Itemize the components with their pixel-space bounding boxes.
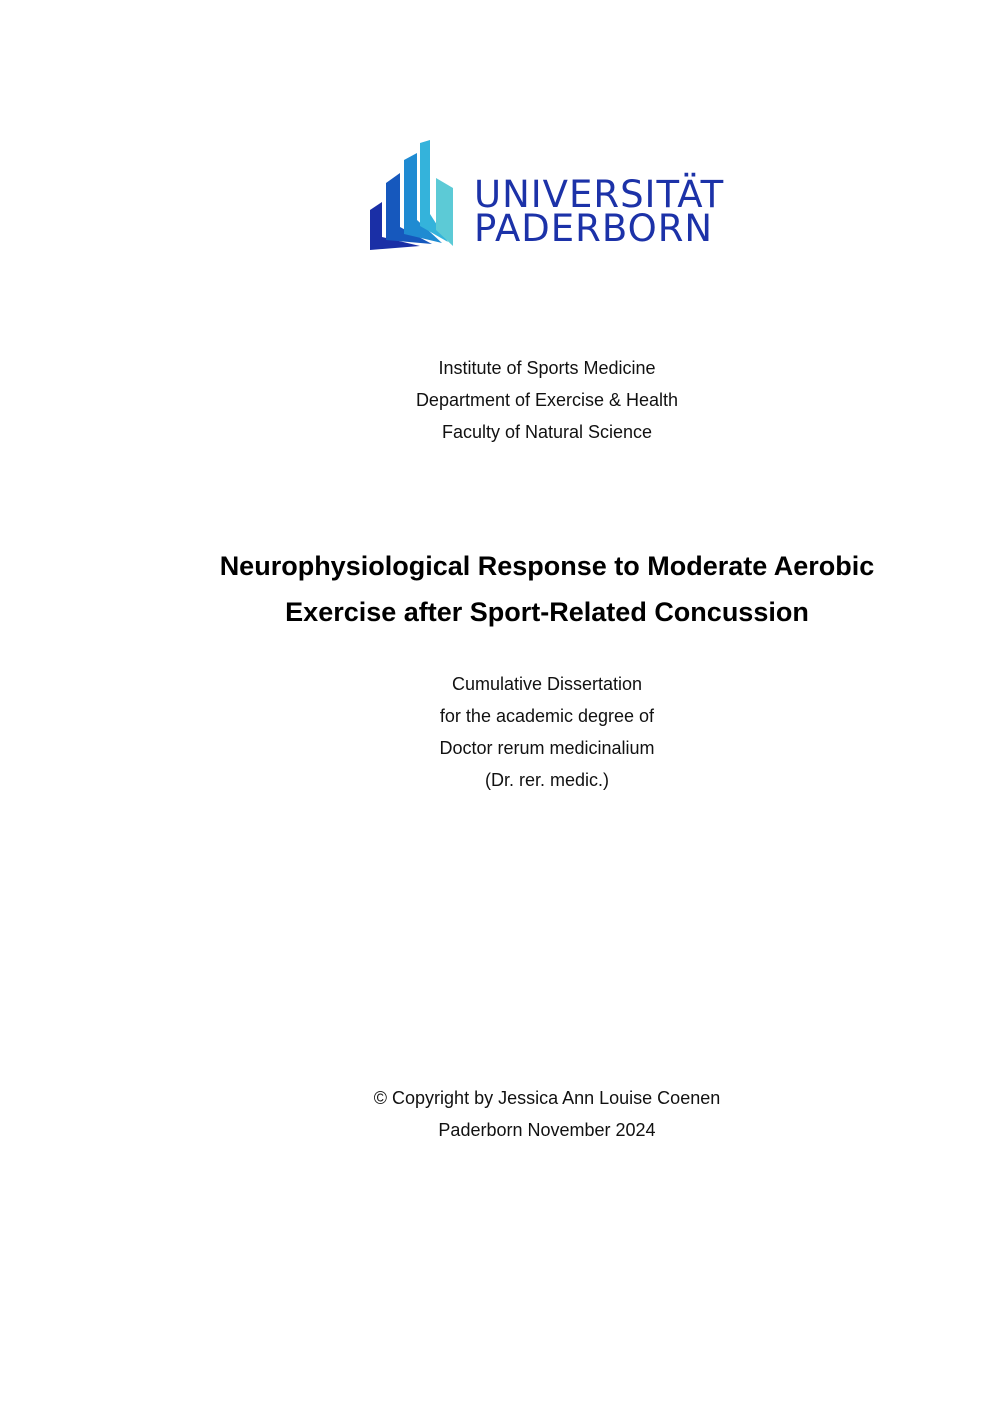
institute-name: Institute of Sports Medicine [438, 358, 656, 378]
logo-line-2: PADERBORN [474, 207, 714, 250]
department-name: Department of Exercise & Health [415, 390, 679, 410]
copyright-block [97, 1082, 997, 1146]
logo-line-1: UNIVERSITÄT [474, 173, 725, 216]
dissertation-title [97, 543, 997, 635]
faculty-name: Faculty of Natural Science [441, 422, 653, 442]
university-logo [368, 140, 725, 254]
degree-block [97, 668, 997, 796]
university-logo-text [474, 173, 725, 250]
copyright-notice: © Copyright by Jessica Ann Louise Coenen [373, 1088, 721, 1108]
degree-abbreviation: (Dr. rer. medic.) [484, 770, 609, 790]
title-line-2: Exercise after Sport-Related Concussion [285, 597, 809, 627]
university-logo-mark-icon [368, 140, 458, 252]
degree-name: Doctor rerum medicinalium [439, 738, 655, 758]
place-and-date: Paderborn November 2024 [438, 1120, 656, 1140]
title-line-1: Neurophysiological Response to Moderate Aerobic [219, 551, 875, 581]
degree-type: Cumulative Dissertation [451, 674, 643, 694]
institution-block [97, 352, 997, 448]
degree-purpose: for the academic degree of [439, 706, 655, 726]
